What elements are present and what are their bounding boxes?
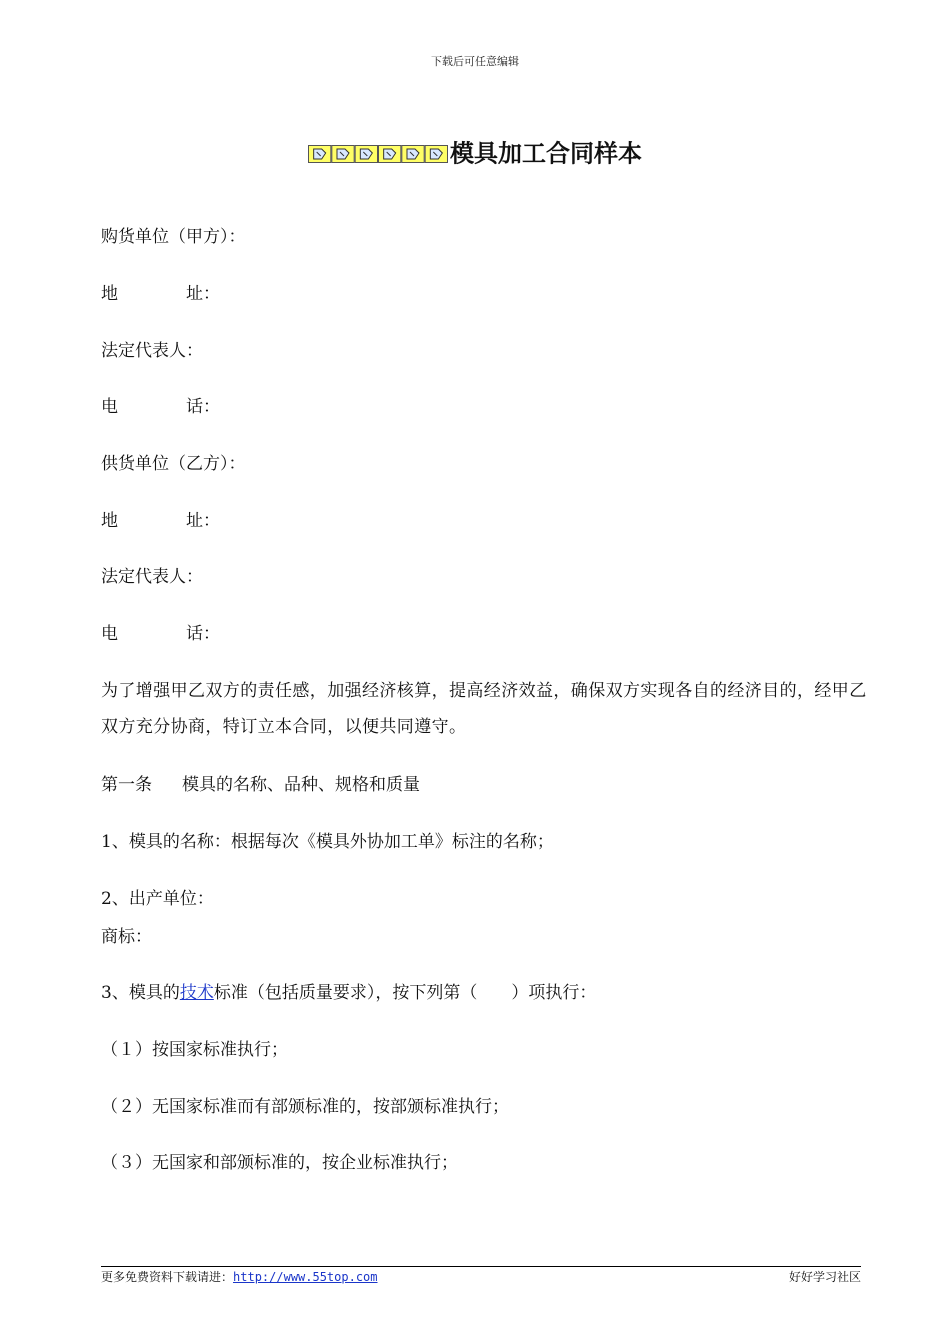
seller-address-label-b: 址：: [186, 511, 220, 531]
seller-address-row: [101, 509, 220, 533]
buyer-address-label-a: 地: [101, 284, 118, 304]
broken-image-icon: [355, 145, 377, 162]
seller-unit-label: 供货单位（乙方）：: [101, 454, 246, 474]
footer-left-text: 更多免费资料下载请进：: [101, 1270, 234, 1284]
seller-rep-label: 法定代表人：: [101, 567, 203, 587]
article1-number: 第一条: [101, 775, 152, 795]
footer-url-link[interactable]: http://www.55top.com: [233, 1270, 378, 1284]
header-note: 下载后可任意编辑: [431, 55, 519, 68]
broken-image-icon: [332, 145, 354, 162]
buyer-unit-label: 购货单位（甲方）：: [101, 227, 246, 247]
article1-option2: （２）无国家标准而有部颁标准的，按部颁标准执行；: [101, 1097, 509, 1117]
seller-phone-label-a: 电: [101, 624, 118, 644]
article1-heading: 模具的名称、品种、规格和质量: [182, 775, 420, 795]
article1-item2: 2、出产单位：: [101, 889, 214, 909]
buyer-phone-label-b: 话：: [186, 397, 220, 417]
broken-image-icon: [309, 145, 331, 162]
buyer-address-row: [101, 282, 220, 306]
broken-image-icons: [308, 145, 448, 163]
broken-image-icon: [425, 145, 447, 162]
article1-option1: （１）按国家标准执行；: [101, 1040, 288, 1060]
article1-trademark: 商标：: [101, 927, 152, 947]
article1-item3-prefix: 3、模具的: [101, 983, 180, 1003]
article1-item3-suffix: 标准（包括质量要求），按下列第（ ）项执行：: [213, 983, 597, 1003]
buyer-phone-label-a: 电: [101, 397, 118, 417]
document-title: 模具加工合同样本: [450, 138, 642, 168]
seller-phone-row: [101, 622, 220, 646]
buyer-address-label-b: 址：: [186, 284, 220, 304]
buyer-phone-row: [101, 395, 220, 419]
article1-option3: （３）无国家和部颁标准的，按企业标准执行；: [101, 1153, 458, 1173]
article1-item3: [101, 981, 596, 1005]
seller-phone-label-b: 话：: [186, 624, 220, 644]
footer-left: [101, 1269, 378, 1285]
intro-paragraph: 为了增强甲乙双方的责任感，加强经济核算，提高经济效益，确保双方实现各自的经济目的，经甲乙双方充分协商，特订立本合同，以便共同遵守。: [101, 681, 867, 737]
footer-rule: [101, 1266, 861, 1267]
broken-image-icon: [379, 145, 401, 162]
footer-right-text: 好好学习社区: [788, 1270, 861, 1284]
seller-address-label-a: 地: [101, 511, 118, 531]
buyer-rep-label: 法定代表人：: [101, 341, 203, 361]
article1-heading-row: [101, 773, 420, 797]
document-title-row: [0, 136, 950, 170]
article1-item1: 1、模具的名称：根据每次《模具外协加工单》标注的名称；: [101, 832, 554, 852]
broken-image-icon: [402, 145, 424, 162]
tech-link[interactable]: 技术: [179, 983, 214, 1003]
